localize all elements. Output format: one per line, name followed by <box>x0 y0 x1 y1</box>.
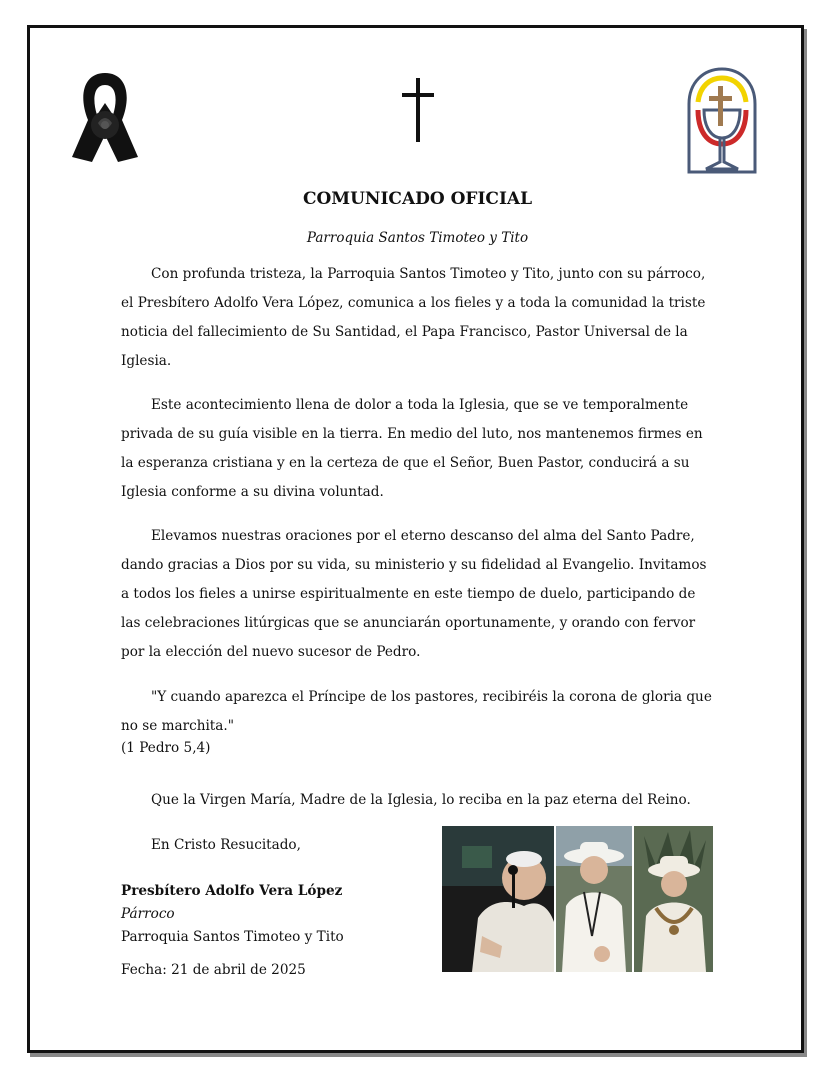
latin-cross-icon <box>400 78 436 142</box>
photo-pope-microphone <box>442 826 554 972</box>
signer-parish: Parroquia Santos Timoteo y Tito <box>121 929 344 945</box>
parish-subtitle: Parroquia Santos Timoteo y Tito <box>306 230 529 246</box>
parish-logo <box>684 66 760 174</box>
signature-block <box>121 880 344 949</box>
scripture-quote: "Y cuando aparezca el Príncipe de los pastores, recibiréis la corona de gloria que no se marchita." <box>121 689 712 734</box>
document-title: COMUNICADO OFICIAL <box>302 189 533 209</box>
paragraph-mourning: Este acontecimiento llena de dolor a toda la Iglesia, que se ve temporalmente privada de su guía visible en la tierra. En medio del luto, nos mantenemos firmes en la esperanza cristiana y en la certeza de que el Señor, Buen Pastor, conducirá a su Iglesia conforme a su divina voluntad. <box>121 397 703 500</box>
mourning-ribbon-icon <box>70 65 140 170</box>
closing-salutation: En Cristo Resucitado, <box>151 837 301 853</box>
paragraph-announcement: Con profunda tristeza, la Parroquia Santos Timoteo y Tito, junto con su párroco, el Presbítero Adolfo Vera López, comunica a los fieles y a toda la comunidad la triste noticia del fallecimiento de Su Santidad, el Papa Francisco, Pastor Universal de la Iglesia. <box>121 266 706 369</box>
document-date: Fecha: 21 de abril de 2025 <box>121 962 306 978</box>
signer-role: Párroco <box>121 906 175 922</box>
photo-pope-headdress <box>634 826 713 972</box>
scripture-reference: (1 Pedro 5,4) <box>121 740 211 756</box>
photo-pope-hat <box>556 826 632 972</box>
signer-name: Presbítero Adolfo Vera López <box>121 883 343 899</box>
pope-photo-collage <box>442 826 713 972</box>
paragraph-prayers: Elevamos nuestras oraciones por el eterno descanso del alma del Santo Padre, dando gracias a Dios por su vida, su ministerio y su fidelidad al Evangelio. Invitamos a todos los fieles a unirse espiritualmente en este tiempo de duelo, participando de las celebraciones litúrgicas que se anunciarán oportunamente, y orando con fervor por la elección del nuevo sucesor de Pedro. <box>121 528 707 660</box>
closing-prayer: Que la Virgen María, Madre de la Iglesia, lo reciba en la paz eterna del Reino. <box>151 792 691 808</box>
